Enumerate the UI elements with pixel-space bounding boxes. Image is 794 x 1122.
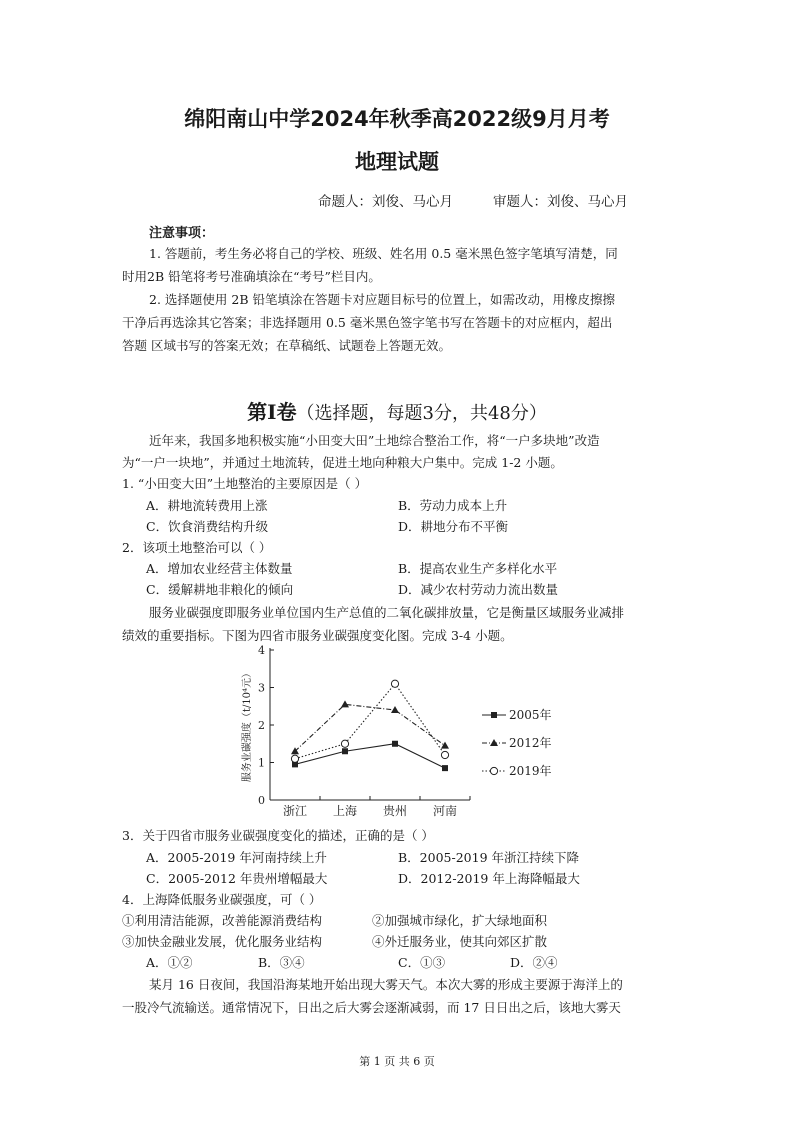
statement-2: ②加强城市绿化，扩大绿地面积 bbox=[372, 913, 548, 928]
notice-line: 答题 区域书写的答案无效；在草稿纸、试题卷上答题无效。 bbox=[122, 338, 451, 353]
option-d: D．②④ bbox=[510, 955, 558, 970]
part-heading bbox=[0, 396, 794, 425]
data-point bbox=[391, 706, 399, 713]
data-point bbox=[441, 751, 448, 758]
material-line: 为“一户一块地”，并通过土地流转，促进土地向种粮大户集中。完成 1-2 小题。 bbox=[122, 455, 563, 470]
reviewer-text: 审题人：刘俊、马心月 bbox=[493, 194, 628, 210]
legend-marker bbox=[491, 712, 497, 718]
question-stem: 4．上海降低服务业碳强度，可（ ） bbox=[122, 892, 322, 907]
option-a: A．耕地流转费用上涨 bbox=[146, 498, 268, 513]
notice-line: 1. 答题前，考生务必将自己的学校、班级、姓名用 0.5 毫米黑色签字笔填写清楚，同 bbox=[149, 246, 618, 261]
series-line-2012年 bbox=[295, 704, 445, 751]
material-line: 服务业碳强度即服务业单位国内生产总值的二氧化碳排放量，它是衡量区域服务业减排 bbox=[149, 605, 625, 620]
part-label: 第Ⅰ卷 bbox=[247, 400, 297, 424]
statement-4: ④外迁服务业，使其向郊区扩散 bbox=[372, 934, 548, 949]
option-c: C．2005-2012 年贵州增幅最大 bbox=[146, 871, 328, 886]
option-d: D．耕地分布不平衡 bbox=[398, 519, 509, 534]
question-stem: 2．该项土地整治可以（ ） bbox=[122, 540, 272, 555]
option-a: A．①② bbox=[146, 955, 193, 970]
y-tick-label: 4 bbox=[258, 644, 265, 657]
x-tick-label: 河南 bbox=[432, 804, 458, 818]
notice-line: 2. 选择题使用 2B 铅笔填涂在答题卡对应题目标号的位置上，如需改动，用橡皮擦擦 bbox=[149, 292, 615, 307]
x-tick-label: 浙江 bbox=[282, 804, 308, 818]
legend-label: 2012年 bbox=[509, 736, 552, 750]
option-c: C．①③ bbox=[398, 955, 446, 970]
exam-title: 绵阳南山中学2024年秋季高2022级9月月考 bbox=[184, 107, 610, 131]
data-point bbox=[291, 755, 298, 762]
material-line: 一股冷气流输送。通常情况下，日出之后大雾会逐渐减弱，而 17 日日出之后，该地大雾天 bbox=[122, 1000, 621, 1015]
data-point bbox=[391, 680, 398, 687]
carbon-intensity-chart bbox=[230, 640, 590, 830]
material-line: 近年来，我国多地积极实施“小田变大田”土地综合整治工作，将“一户多块地”改造 bbox=[149, 433, 600, 448]
option-a: A．2005-2019 年河南持续上升 bbox=[146, 850, 327, 865]
material-line: 绩效的重要指标。下图为四省市服务业碳强度变化图。完成 3-4 小题。 bbox=[122, 628, 513, 643]
y-tick-label: 0 bbox=[258, 794, 265, 807]
material-line: 某月 16 日夜间，我国沿海某地开始出现大雾天气。本次大雾的形成主要源于海洋上的 bbox=[149, 977, 623, 992]
series-line-2005年 bbox=[295, 744, 445, 768]
part-desc: （选择题，每题3分，共48分） bbox=[296, 403, 547, 424]
data-point bbox=[442, 765, 448, 771]
data-point bbox=[341, 740, 348, 747]
y-tick-label: 2 bbox=[258, 719, 265, 732]
option-b: B．2005-2019 年浙江持续下降 bbox=[398, 850, 580, 865]
data-point bbox=[392, 741, 398, 747]
legend-label: 2019年 bbox=[509, 764, 552, 778]
exam-subtitle: 地理试题 bbox=[355, 150, 439, 174]
option-d: D．减少农村劳动力流出数量 bbox=[398, 582, 559, 597]
y-tick-label: 1 bbox=[258, 756, 265, 770]
question-stem: 1. “小田变大田”土地整治的主要原因是（ ） bbox=[122, 476, 368, 491]
x-tick-label: 上海 bbox=[332, 804, 358, 818]
author-line bbox=[318, 190, 668, 210]
legend-marker bbox=[490, 767, 497, 774]
notice-line: 时用2B 铅笔将考号准确填涂在“考号”栏目内。 bbox=[122, 269, 381, 284]
option-b: B．③④ bbox=[258, 955, 305, 970]
option-b: B．劳动力成本上升 bbox=[398, 498, 508, 513]
page-number: 第 1 页 共 6 页 bbox=[359, 1055, 435, 1068]
data-point bbox=[441, 742, 449, 749]
data-point bbox=[342, 748, 348, 754]
option-c: C．饮食消费结构升级 bbox=[146, 519, 269, 534]
option-c: C．缓解耕地非粮化的倾向 bbox=[146, 582, 294, 597]
option-b: B．提高农业生产多样化水平 bbox=[398, 561, 558, 576]
y-axis-label: 服务业碳强度（t/10⁴元） bbox=[242, 667, 253, 783]
x-tick-label: 贵州 bbox=[382, 804, 408, 818]
y-tick-label: 3 bbox=[258, 681, 265, 695]
data-point bbox=[341, 700, 349, 707]
option-d: D．2012-2019 年上海降幅最大 bbox=[398, 871, 580, 886]
legend-label: 2005年 bbox=[509, 708, 552, 722]
statement-1: ①利用清洁能源，改善能源消费结构 bbox=[122, 913, 323, 928]
statement-3: ③加快金融业发展，优化服务业结构 bbox=[122, 934, 323, 949]
option-a: A．增加农业经营主体数量 bbox=[146, 561, 293, 576]
setter-text: 命题人：刘俊、马心月 bbox=[318, 194, 453, 210]
question-stem: 3．关于四省市服务业碳强度变化的描述，正确的是（ ） bbox=[122, 828, 434, 843]
notice-heading: 注意事项： bbox=[149, 226, 215, 241]
notice-line: 干净后再选涂其它答案；非选择题用 0.5 毫米黑色签字笔书写在答题卡的对应框内，超出 bbox=[122, 315, 613, 330]
